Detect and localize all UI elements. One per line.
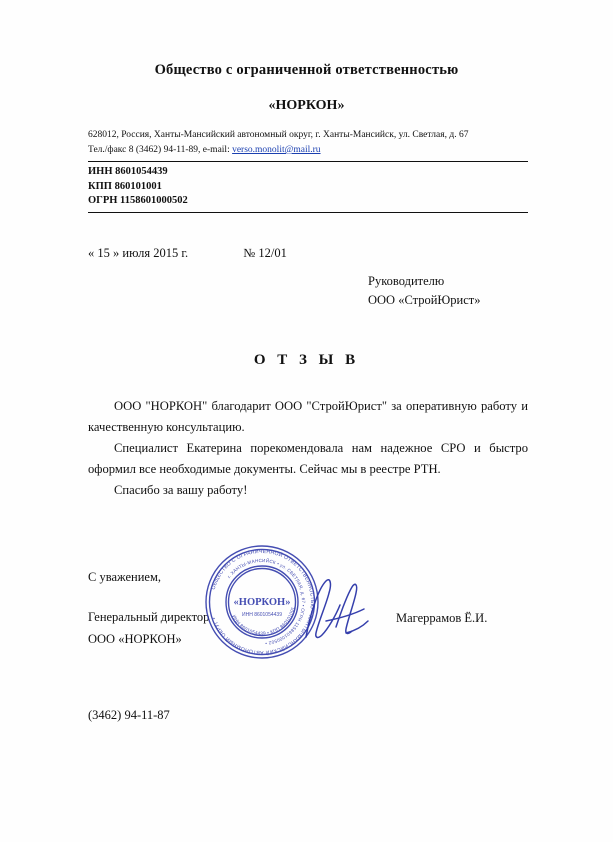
- handwritten-signature: [296, 575, 376, 647]
- document-title: О Т З Ы В: [253, 352, 360, 368]
- document-meta: [88, 246, 287, 261]
- kpp-line: КПП 860101001: [88, 180, 162, 192]
- address-line: 628012, Россия, Ханты-Мансийский автономный округ, г. Ханты-Мансийск, ул. Светлая, д. 67: [88, 130, 469, 140]
- contact-phone: (3462) 94-11-87: [88, 708, 170, 722]
- contacts-line: [88, 143, 528, 158]
- addressee-company: ООО «СтройЮрист»: [368, 293, 481, 307]
- header-rule-bottom: [88, 212, 528, 213]
- company-name-heading: «НОРКОН»: [268, 98, 345, 113]
- document-number: № 12/01: [243, 246, 287, 260]
- email-link[interactable]: verso.monolit@mail.ru: [232, 145, 321, 155]
- body-paragraph: Специалист Екатерина порекомендовала нам надежное СРО и быстро оформил все необходимые документы. Сейчас мы в реестре РТН.: [88, 441, 528, 476]
- svg-text:ИНН 8601054439: ИНН 8601054439: [241, 612, 283, 618]
- regards-line: С уважением,: [88, 570, 161, 584]
- header-rule-top: [88, 161, 528, 162]
- ogrn-line: ОГРН 1158601000502: [88, 195, 188, 206]
- inn-line: ИНН 8601054439: [88, 166, 168, 177]
- svg-text:ИНН 8601054439 • КПП 860101001: ИНН 8601054439 • КПП 860101001: [230, 606, 297, 638]
- signature-left-block: [88, 566, 209, 650]
- svg-text:ОБЩЕСТВО С ОГРАНИЧЕННОЙ ОТВЕТС: ОБЩЕСТВО С ОГРАНИЧЕННОЙ ОТВЕТСТВЕННОСТЬЮ • ХАНТЫ-МАНСИЙСКИЙ АВТОНОМНЫЙ ОКРУГ •: [210, 548, 316, 656]
- company-address-block: [88, 128, 528, 158]
- company-form-heading: Общество с ограниченной ответственностью: [154, 62, 459, 78]
- signer-position-line1: Генеральный директор: [88, 610, 210, 624]
- addressee-block: [368, 272, 480, 310]
- contacts-prefix: Тел./факс 8 (3462) 94-11-89, e-mail:: [88, 145, 233, 155]
- addressee-role: Руководителю: [368, 274, 445, 288]
- document-date: « 15 » июля 2015 г.: [88, 246, 189, 260]
- company-requisites-block: [88, 165, 188, 209]
- document-body: [88, 396, 528, 501]
- svg-text:г. ХАНТЫ-МАНСИЙСК • ул. СВЕТЛА: г. ХАНТЫ-МАНСИЙСК • ул. СВЕТЛАЯ, д. 67 • ОГРН 1158601000502 •: [226, 557, 307, 646]
- body-paragraph: Спасибо за вашу работу!: [114, 483, 248, 497]
- signer-position-line2: ООО «НОРКОН»: [88, 632, 182, 646]
- body-paragraph: ООО "НОРКОН" благодарит ООО "СтройЮрист" за оперативную работу и качественную консультацию.: [88, 399, 528, 434]
- svg-text:«НОРКОН»: «НОРКОН»: [233, 597, 291, 608]
- signer-name: Магеррамов Ё.И.: [396, 611, 488, 625]
